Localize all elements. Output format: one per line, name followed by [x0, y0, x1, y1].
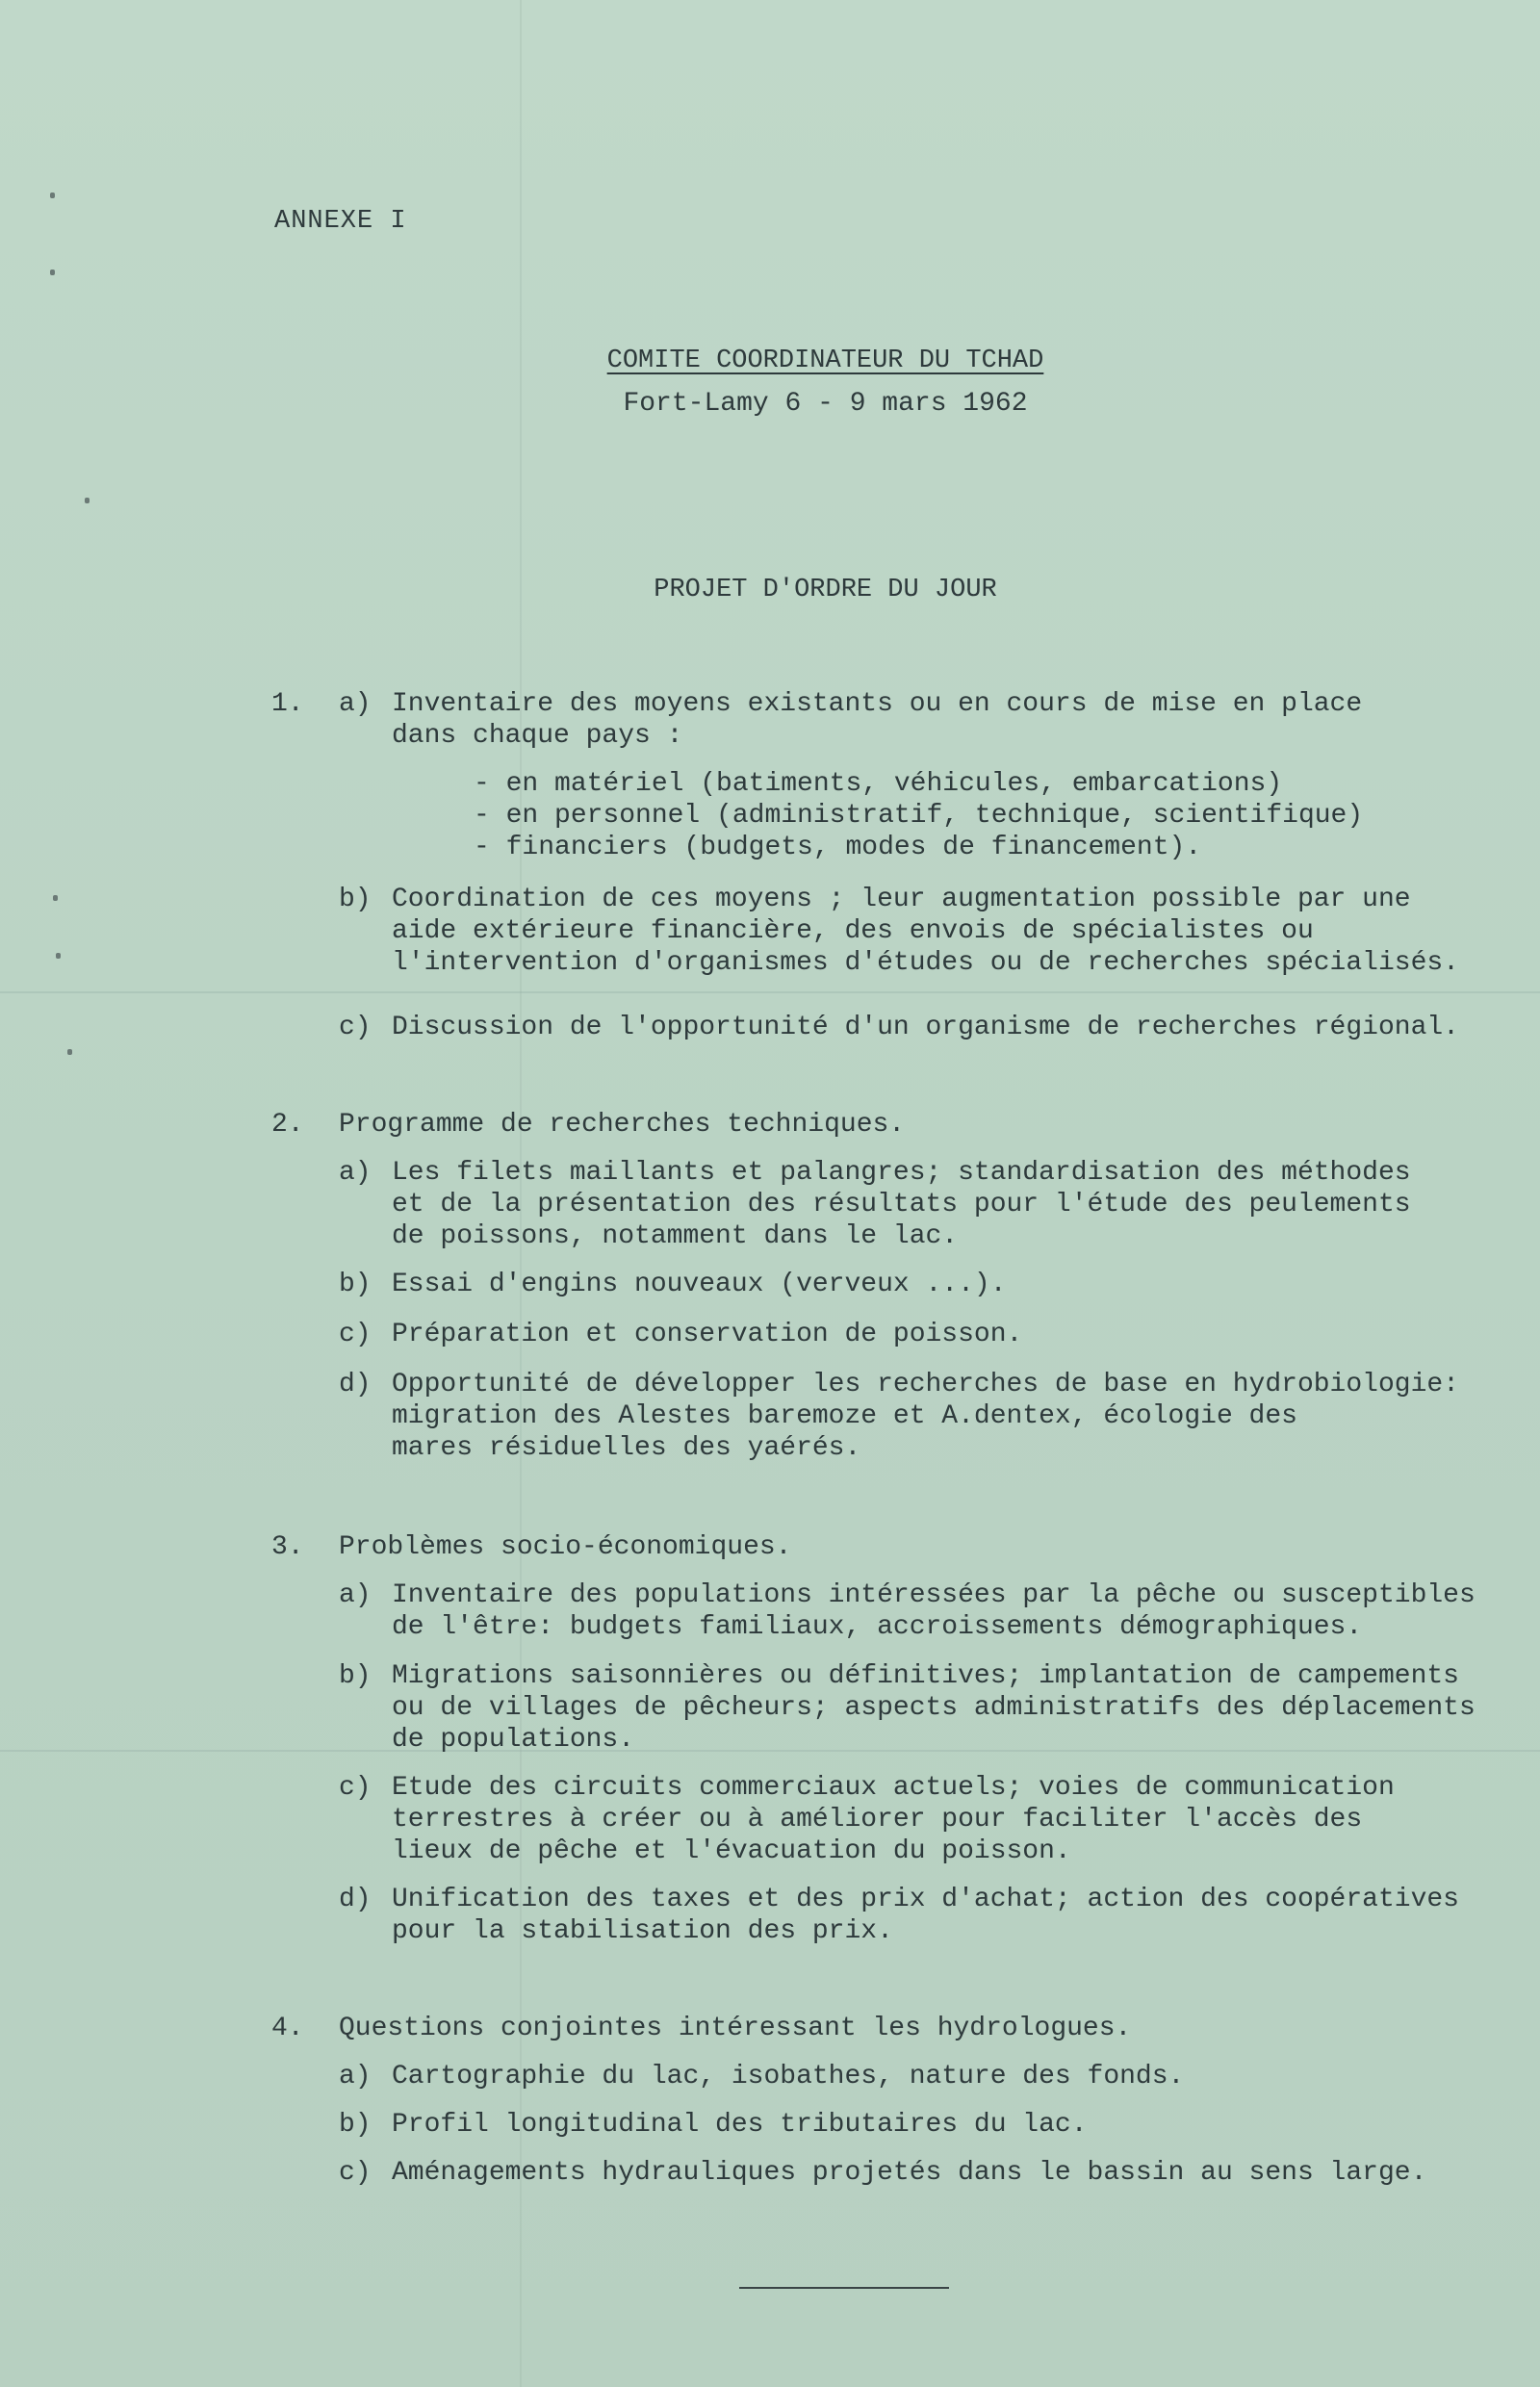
item-letter: b): [339, 1661, 372, 1691]
section-number: 4.: [271, 2014, 304, 2043]
item-letter: b): [339, 885, 372, 914]
item-text: Opportunité de développer les recherches de base en hydrobiologie: migration des Alestes baremoze et A.dentex, écologie des mares résiduelles des yaérés.: [392, 1370, 1459, 1463]
item-text: Aménagements hydrauliques projetés dans le bassin au sens large.: [392, 2158, 1427, 2188]
item-letter: c): [339, 1773, 372, 1803]
section-heading: Problèmes socio-économiques.: [339, 1532, 792, 1562]
list-item: - financiers (budgets, modes de financement).: [474, 833, 1202, 862]
item-letter: b): [339, 2110, 372, 2140]
section-number: 2.: [271, 1110, 304, 1140]
item-text: Cartographie du lac, isobathes, nature des fonds.: [392, 2062, 1185, 2092]
resource-list: [474, 768, 1436, 863]
item-letter: a): [339, 1580, 372, 1610]
annex-label: ANNEXE I: [274, 207, 407, 236]
item-letter: d): [339, 1370, 372, 1399]
item-letter: c): [339, 1013, 372, 1042]
item-text: Essai d'engins nouveaux (verveux ...).: [392, 1270, 1007, 1299]
section-number: 3.: [271, 1532, 304, 1562]
closing-rule: [739, 2287, 949, 2289]
section-heading: Questions conjointes intéressant les hydrologues.: [339, 2014, 1132, 2043]
item-text: Profil longitudinal des tributaires du lac.: [392, 2110, 1088, 2140]
item-text: Inventaire des populations intéressées par la pêche ou susceptibles de l'être: budgets familiaux, accroissements démographiques.: [392, 1580, 1476, 1642]
item-text: Discussion de l'opportunité d'un organisme de recherches régional.: [392, 1013, 1459, 1042]
item-letter: c): [339, 2158, 372, 2188]
list-item: - en personnel (administratif, technique, scientifique): [474, 801, 1364, 831]
list-item: - en matériel (batiments, véhicules, embarcations): [474, 769, 1283, 799]
item-text: Coordination de ces moyens ; leur augmentation possible par une aide extérieure financière, des envois de spécialistes ou l'intervention d'organismes d'études ou de recherches spécialisés.: [392, 885, 1459, 978]
committee-title: COMITE COORDINATEUR DU TCHAD: [606, 346, 1044, 375]
item-letter: a): [339, 2062, 372, 2092]
section-number: 1.: [271, 689, 304, 719]
item-letter: a): [339, 1158, 372, 1188]
section-heading: Programme de recherches techniques.: [339, 1110, 906, 1140]
item-text: Les filets maillants et palangres; standardisation des méthodes et de la présentation des résultats pour l'étude des peulements de poissons, notamment dans le lac.: [392, 1158, 1411, 1251]
item-text: Etude des circuits commerciaux actuels; voies de communication terrestres à créer ou à améliorer pour faciliter l'accès des lieux de pêche et l'évacuation du poisson.: [392, 1773, 1395, 1866]
item-letter: b): [339, 1270, 372, 1299]
item-text: Unification des taxes et des prix d'achat; action des coopératives pour la stabilisation des prix.: [392, 1885, 1459, 1946]
item-text: Préparation et conservation de poisson.: [392, 1320, 1023, 1349]
item-letter: c): [339, 1320, 372, 1349]
agenda-title: PROJET D'ORDRE DU JOUR: [654, 576, 997, 604]
item-letter: d): [339, 1885, 372, 1914]
item-letter: a): [339, 689, 372, 719]
item-text: Inventaire des moyens existants ou en cours de mise en place dans chaque pays :: [392, 689, 1363, 751]
meeting-place-date: Fort-Lamy 6 - 9 mars 1962: [623, 389, 1028, 419]
item-text: Migrations saisonnières ou définitives; implantation de campements ou de villages de pêcheurs; aspects administratifs des déplacements de populations.: [392, 1661, 1476, 1755]
